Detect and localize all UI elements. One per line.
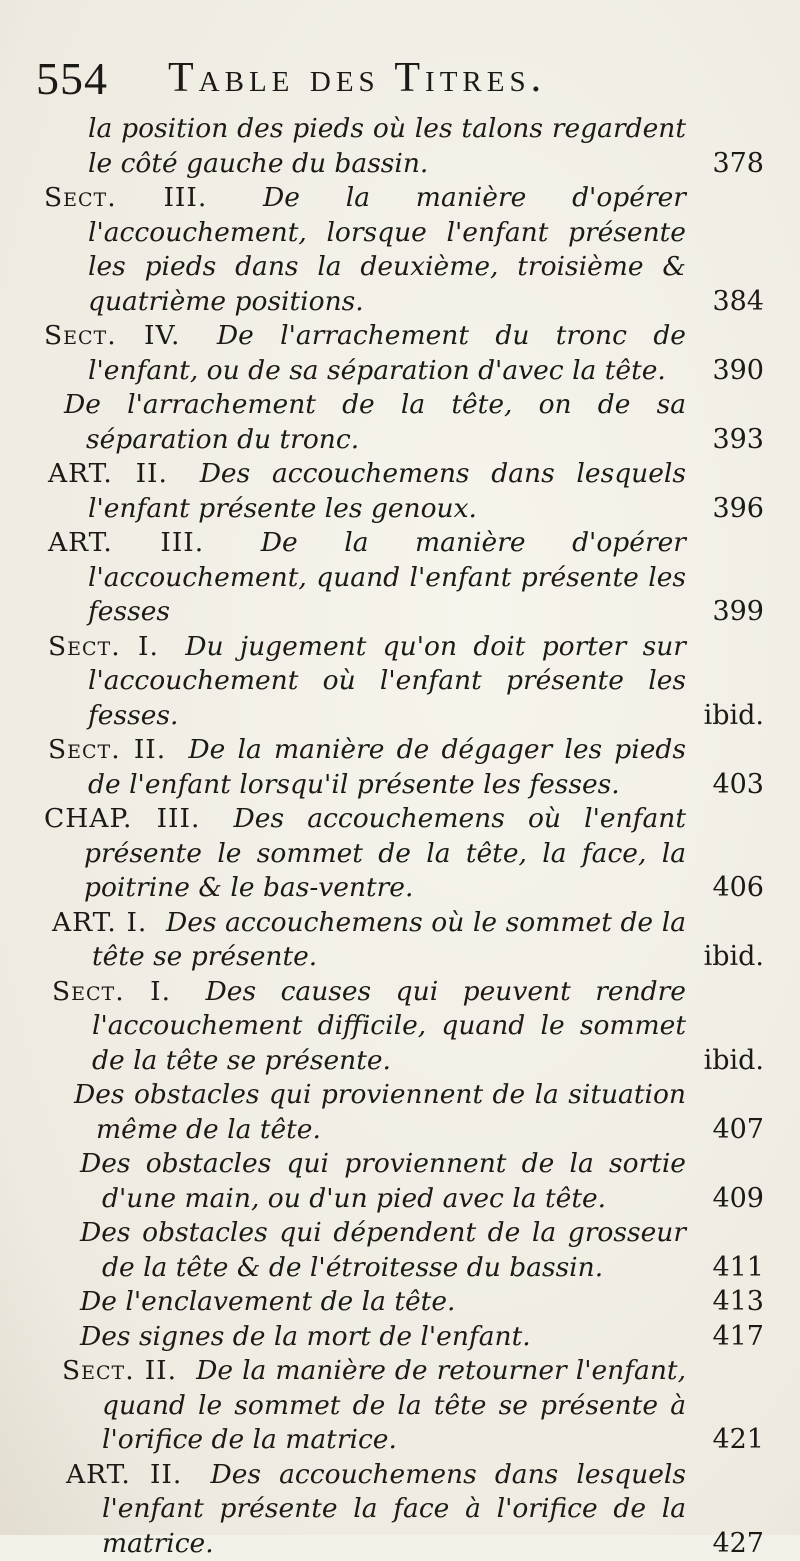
entry-label: Sect. I. xyxy=(52,976,171,1007)
entry-page: 427 xyxy=(712,1527,764,1561)
entry-label: Sect. III. xyxy=(44,182,207,213)
toc-entry xyxy=(52,906,764,975)
entry-text: Du jugement qu'on doit porter sur l'accouchement où l'enfant présente les fesses. xyxy=(88,631,686,731)
toc-entry xyxy=(48,457,764,526)
entry-page: 407 xyxy=(712,1113,764,1148)
toc-entry xyxy=(80,1320,764,1355)
entry-page: 403 xyxy=(712,768,764,803)
entry-page: 390 xyxy=(712,354,764,389)
page-number: 554 xyxy=(36,52,108,105)
toc-entry xyxy=(48,526,764,630)
toc-entry xyxy=(88,112,764,181)
entry-text: Des accouchemens où le sommet de la tête se présente. xyxy=(92,907,686,973)
entry-text: De l'arrachement de la tête, on de sa séparation du tronc. xyxy=(64,389,686,455)
entry-label: Sect. II. xyxy=(62,1355,177,1386)
entry-label: Sect. IV. xyxy=(44,320,180,351)
entry-text: Des causes qui peuvent rendre l'accouchement difficile, quand le sommet de la tête se présente. xyxy=(92,976,686,1076)
entry-text: Des accouchemens dans lesquels l'enfant présente la face à l'orifice de la matrice. xyxy=(102,1459,686,1559)
toc-entry xyxy=(74,1078,764,1147)
toc-entry xyxy=(44,181,764,319)
entry-label: Sect. II. xyxy=(48,734,166,765)
entry-text: la position des pieds où les talons regardent le côté gauche du bassin. xyxy=(88,113,686,179)
entry-text: Des signes de la mort de l'enfant. xyxy=(80,1321,531,1352)
entry-page: 409 xyxy=(712,1182,764,1217)
entry-page: ibid. xyxy=(704,940,764,975)
entry-label: ART. III. xyxy=(48,527,204,558)
toc-entry xyxy=(80,1216,764,1285)
running-title: Table des Titres. xyxy=(168,54,546,102)
entry-text: De la manière de retourner l'enfant, quand le sommet de la tête se présente à l'orifice de la matrice. xyxy=(102,1355,686,1455)
toc-entry xyxy=(80,1285,764,1320)
toc-entry xyxy=(44,319,764,388)
page-header xyxy=(36,52,760,108)
entry-page: 406 xyxy=(712,871,764,906)
entry-page: 413 xyxy=(712,1285,764,1320)
toc-entry xyxy=(44,802,764,906)
entry-text: De la manière d'opérer l'accouchement, quand l'enfant présente les fesses xyxy=(88,527,686,627)
toc-entry xyxy=(80,1147,764,1216)
toc-entry xyxy=(48,630,764,734)
toc-entry xyxy=(62,1354,764,1458)
entry-text: De l'arrachement du tronc de l'enfant, ou de sa séparation d'avec la tête. xyxy=(88,320,686,386)
entry-label: ART. II. xyxy=(48,458,168,489)
table-of-contents xyxy=(44,112,764,1561)
toc-entry xyxy=(66,1458,764,1561)
entry-text: De la manière de dégager les pieds de l'enfant lorsqu'il présente les fesses. xyxy=(88,734,686,800)
entry-label: Sect. I. xyxy=(48,631,159,662)
toc-entry xyxy=(52,975,764,1079)
entry-text: De l'enclavement de la tête. xyxy=(80,1286,455,1317)
toc-entry xyxy=(48,733,764,802)
entry-page: ibid. xyxy=(704,699,764,734)
entry-page: 399 xyxy=(712,595,764,630)
entry-page: 378 xyxy=(712,147,764,182)
entry-page: ibid. xyxy=(704,1044,764,1079)
entry-page: 396 xyxy=(712,492,764,527)
entry-page: 393 xyxy=(712,423,764,458)
entry-label: CHAP. III. xyxy=(44,803,200,834)
entry-text: De la manière d'opérer l'accouchement, lorsque l'enfant présente les pieds dans la deuxième, troisième & quatrième positions. xyxy=(88,182,686,317)
entry-text: Des obstacles qui dépendent de la grosseur de la tête & de l'étroitesse du bassin. xyxy=(80,1217,686,1283)
entry-text: Des obstacles qui proviennent de la situation même de la tête. xyxy=(74,1079,686,1145)
entry-page: 417 xyxy=(712,1320,764,1355)
entry-page: 421 xyxy=(712,1423,764,1458)
entry-label: ART. I. xyxy=(52,907,147,938)
entry-text: Des obstacles qui proviennent de la sortie d'une main, ou d'un pied avec la tête. xyxy=(80,1148,686,1214)
toc-entry xyxy=(64,388,764,457)
entry-text: Des accouchemens dans lesquels l'enfant présente les genoux. xyxy=(88,458,686,524)
entry-page: 384 xyxy=(712,285,764,320)
entry-page: 411 xyxy=(712,1251,764,1286)
entry-label: ART. II. xyxy=(66,1459,182,1490)
entry-text: Des accouchemens où l'enfant présente le sommet de la tête, la face, la poitrine & le bas-ventre. xyxy=(84,803,686,903)
